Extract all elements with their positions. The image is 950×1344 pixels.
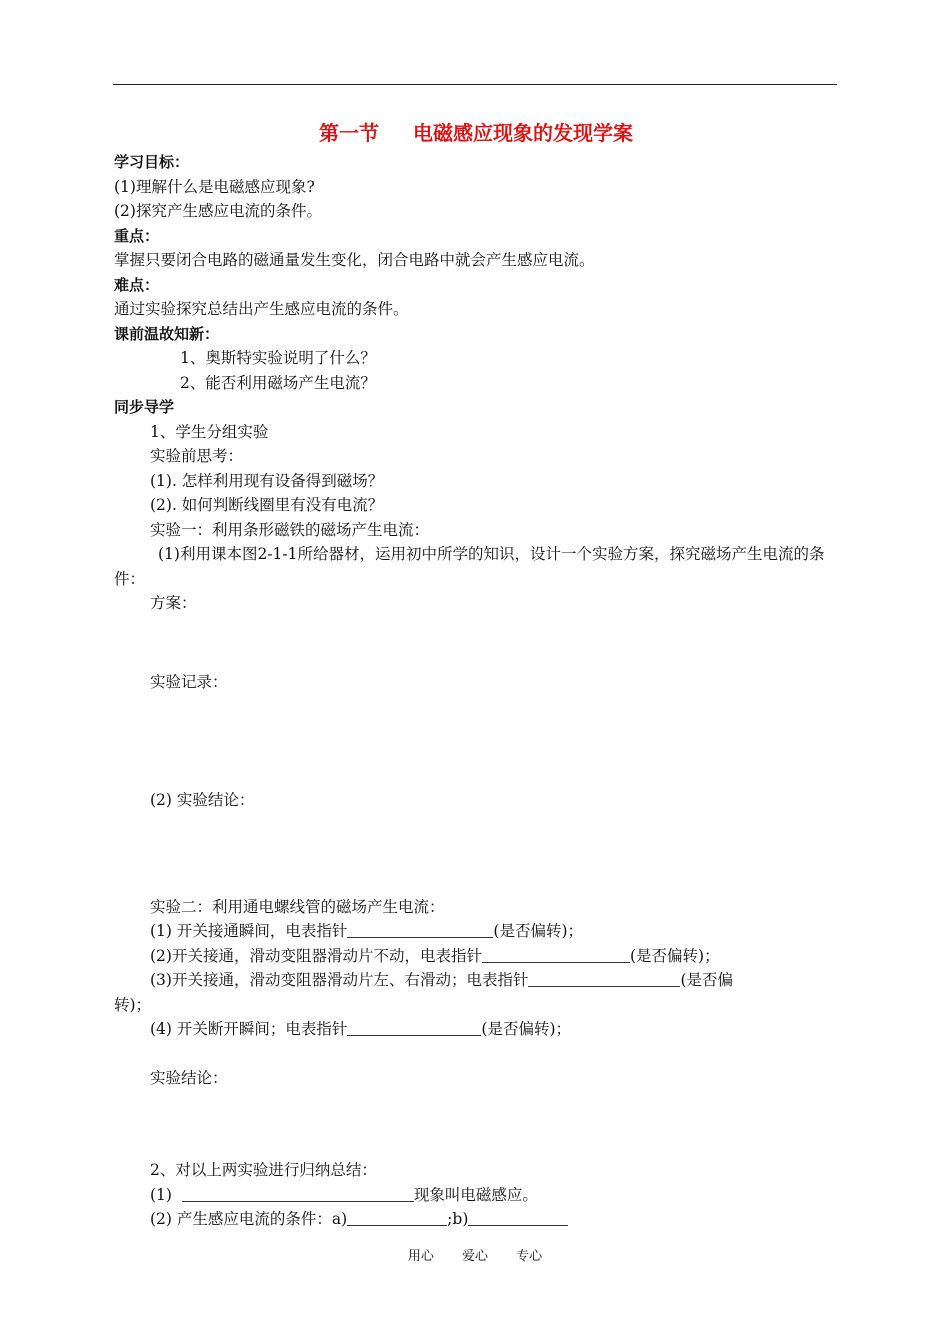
record-label: 实验记录： (150, 672, 228, 691)
experiment-1-conclusion: (2) 实验结论： (150, 791, 255, 809)
summary-item-2: (2) 产生感应电流的条件：a) ;b) (114, 1207, 838, 1232)
page-title (114, 118, 838, 148)
footer-word-1: 用心 (407, 1249, 434, 1264)
difficulties-text: 通过实验探究总结出产生感应电流的条件。 (114, 300, 409, 318)
review-item-1: 1、奥斯特实验说明了什么？ (180, 349, 376, 367)
footer-word-3: 专心 (516, 1249, 543, 1264)
answer-blank-6[interactable] (347, 1209, 447, 1226)
answer-blank-5[interactable] (182, 1185, 414, 1202)
key-points-text: 掌握只要闭合电路的磁通量发生变化，闭合电路中就会产生感应电流。 (114, 251, 595, 269)
experiment-2-item-1: (1) 开关接通瞬间，电表指针 (是否偏转)； (150, 922, 583, 940)
page-footer (0, 1248, 950, 1266)
title-section: 第一节 (319, 121, 379, 145)
header-rule (113, 84, 837, 85)
key-points-heading: 重点： (114, 226, 160, 245)
experiment-1-title: 实验一：利用条形磁铁的磁场产生电流： (150, 520, 430, 539)
answer-blank-7[interactable] (468, 1209, 568, 1226)
experiment-2-item-4: (4) 开关断开瞬间；电表指针 (是否偏转)； (150, 1020, 571, 1038)
guide-heading: 同步导学 (114, 398, 175, 416)
experiment-1-task-text: (1)利用课本图2-1-1所给器材，运用初中所学的知识，设计一个实验方案，探究磁场产生电流的条件： (114, 545, 825, 588)
goal-item-2: (2)探究产生感应电流的条件。 (114, 202, 322, 220)
review-heading: 课前温故知新： (114, 324, 220, 343)
review-item-2: 2、能否利用磁场产生电流？ (180, 373, 376, 392)
difficulties-heading: 难点： (114, 275, 160, 294)
answer-blank-4[interactable] (347, 1019, 481, 1036)
title-text: 电磁感应现象的发现学案 (413, 121, 633, 145)
answer-blank-1[interactable] (347, 921, 493, 938)
answer-blank-3[interactable] (528, 970, 680, 987)
document-body (114, 118, 838, 1232)
plan-label: 方案： (150, 594, 197, 612)
summary-title: 2、对以上两实验进行归纳总结： (150, 1161, 377, 1179)
goal-item-1: (1)理解什么是电磁感应现象? (114, 177, 315, 196)
pre-thinking: 实验前思考： (150, 447, 244, 465)
goals-heading: 学习目标： (114, 153, 190, 171)
experiment-2-item-3: (3)开关接通，滑动变阻器滑动片左、右滑动；电表指针 (是否偏 (150, 971, 734, 989)
experiment-1-task (114, 542, 838, 591)
experiment-2-title: 实验二：利用通电螺线管的磁场产生电流： (150, 897, 445, 916)
question-2: (2). 如何判断线圈里有没有电流？ (150, 496, 384, 514)
question-1: (1). 怎样利用现有设备得到磁场？ (150, 471, 384, 490)
experiment-2-conclusion: 实验结论： (150, 1068, 228, 1087)
answer-blank-2[interactable] (482, 946, 630, 963)
experiment-2-item-2: (2)开关接通，滑动变阻器滑动片不动，电表指针 (是否偏转)； (150, 946, 720, 965)
summary-item-1: (1) 现象叫电磁感应。 (150, 1185, 538, 1204)
group-experiment: 1、学生分组实验 (150, 422, 269, 441)
footer-word-2: 爱心 (461, 1249, 488, 1264)
experiment-2-item-3-cont: 转)； (114, 995, 152, 1014)
